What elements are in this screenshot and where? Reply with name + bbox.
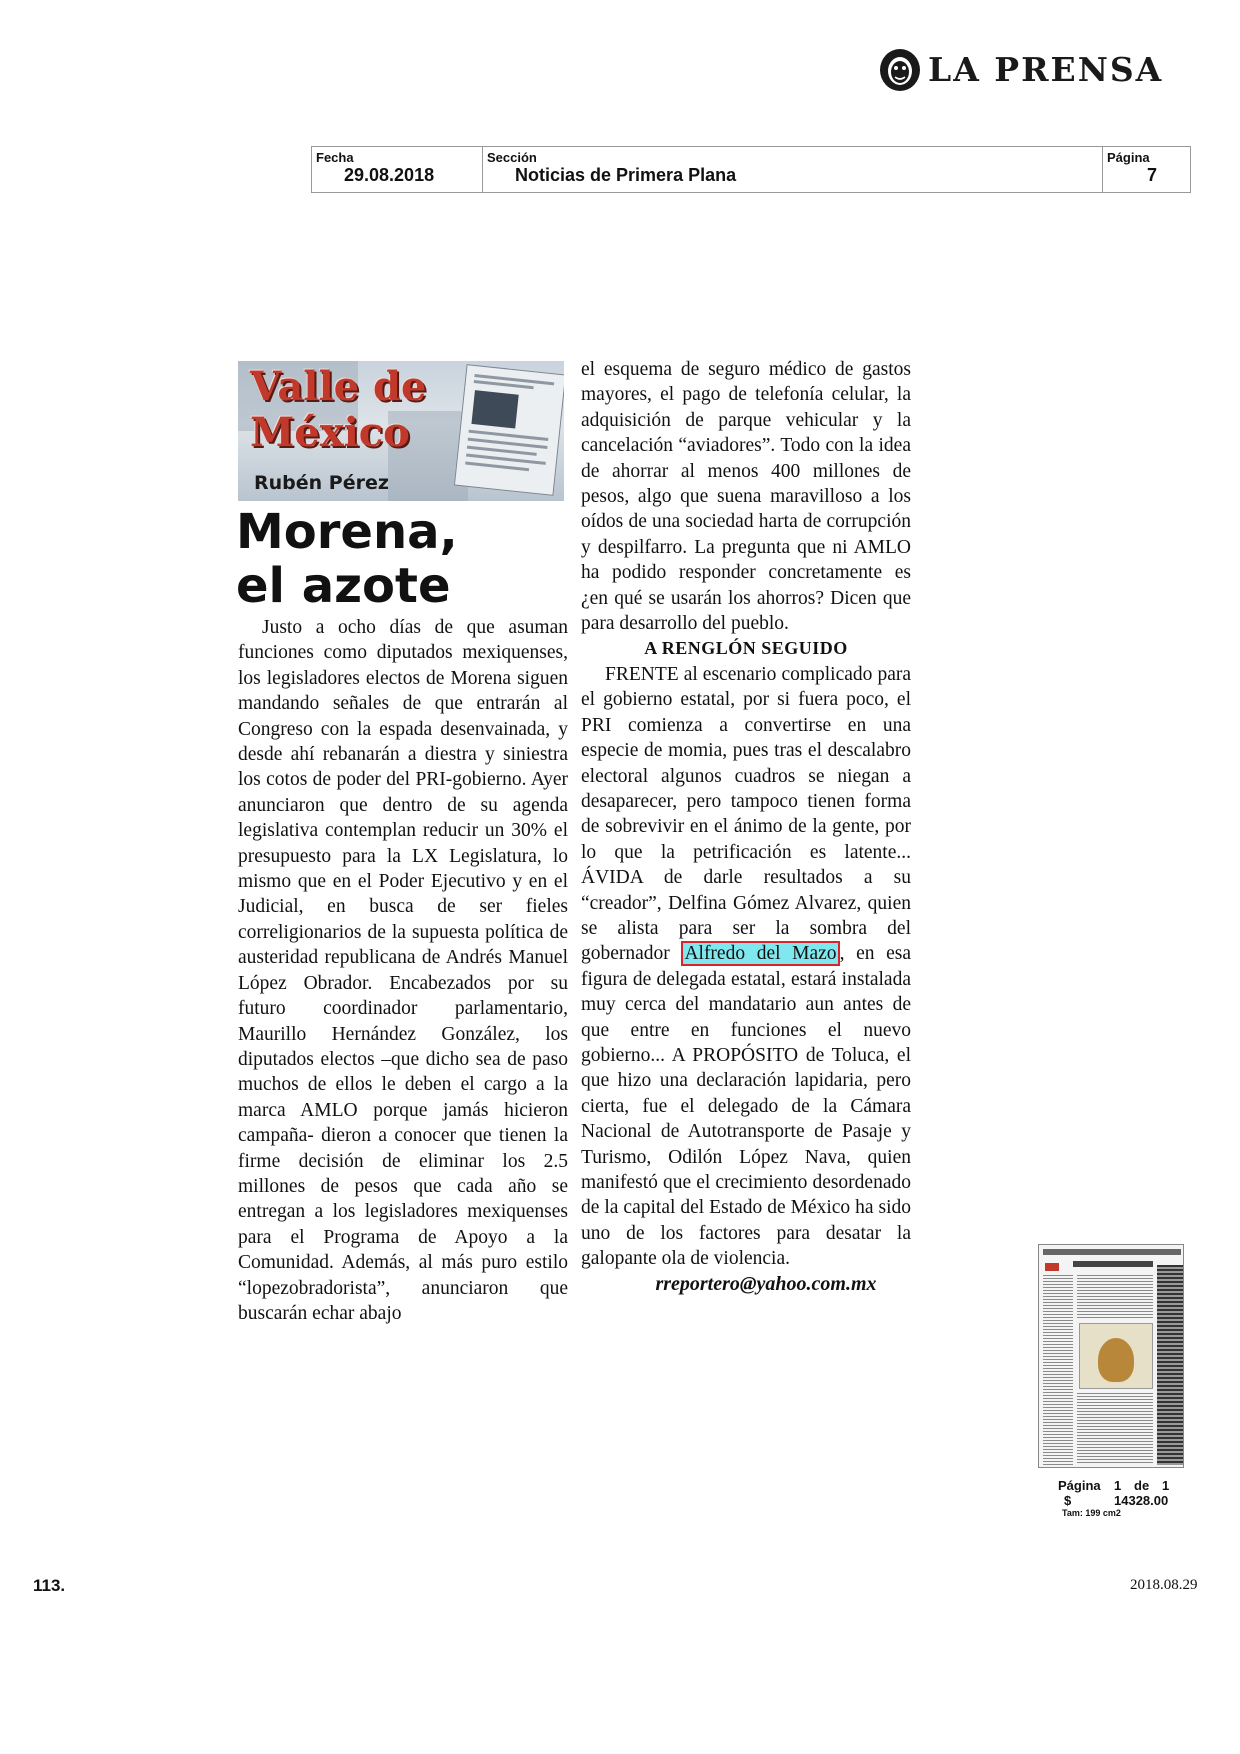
thumb-logo: [1045, 1263, 1059, 1271]
thumb-size: Tam: 199 cm2: [1062, 1508, 1121, 1518]
highlighted-name: Alfredo del Mazo: [681, 941, 839, 966]
thumb-text-column: [1043, 1275, 1073, 1465]
banner-title-line2: México: [250, 409, 410, 456]
masthead: [878, 44, 1218, 94]
page-thumbnail: [1038, 1244, 1184, 1468]
thumb-cartoon-figure: [1098, 1338, 1134, 1382]
column-banner: [238, 361, 564, 501]
paragraph-2: el esquema de seguro médico de gastos mayores, el pago de telefonía celular, la adquisición de parque vehicular y la cancelación “aviadores”. Todo con la idea de ahorrar al menos 400 millones de pesos, algo que suena maravilloso a los oídos de una sociedad harta de corrupción y despilfarro. La pregunta que ni AMLO ha podido responder concretamente es ¿en qué se usarán los ahorros? Dicen que para desarrollo del pueblo.: [581, 359, 911, 635]
author-email: rreportero@yahoo.com.mx: [655, 1272, 877, 1295]
pagina-cell: [1103, 147, 1190, 192]
headline-line2: el azote: [236, 558, 451, 614]
article-column-left: [238, 615, 568, 1326]
pagina-label: Página: [1107, 150, 1150, 165]
fecha-cell: [312, 147, 483, 192]
document-page-number: 113.: [33, 1576, 66, 1595]
thumb-page-current: 1: [1114, 1478, 1122, 1493]
seccion-label: Sección: [487, 150, 537, 165]
fecha-label: Fecha: [316, 150, 354, 165]
newspaper-image: [454, 364, 564, 496]
clipping-info-table: [311, 146, 1191, 193]
thumb-sidebar: [1157, 1265, 1183, 1465]
thumb-header: [1043, 1249, 1181, 1255]
thumb-currency: $: [1064, 1493, 1072, 1508]
thumb-text-column: [1077, 1275, 1153, 1319]
thumb-text-column: [1077, 1393, 1153, 1465]
fecha-value: 29.08.2018: [344, 165, 435, 185]
thumb-de-label: de: [1134, 1478, 1150, 1493]
thumb-headline: [1073, 1261, 1153, 1267]
brand-name: LA PRENSA: [928, 49, 1164, 89]
article-column-right: [581, 357, 911, 1297]
paragraph-3: [581, 662, 911, 1272]
newspaper-line: [465, 462, 529, 472]
thumb-cartoon: [1079, 1323, 1153, 1389]
thumb-page-total: 1: [1162, 1478, 1170, 1493]
newspaper-photo: [471, 390, 518, 428]
headline-line1: Morena,: [236, 504, 458, 560]
thumbnail-meta: [1058, 1478, 1198, 1519]
footer-date: 2018.08.29: [1130, 1577, 1198, 1593]
lion-head-icon: [878, 46, 922, 92]
paragraph-3-text-end: , en esa figura de delegada estatal, estará instalada muy cerca del mandatario aun antes de que entre en funciones el nuevo gobierno... A PROPÓSITO de Toluca, el que hizo una declaración lapidaria, pero cierta, fue el delegado de la Cámara Nacional de Autotransporte de Pasaje y Turismo, Odilón López Nava, quien manifestó que el crecimiento desordenado de la capital del Estado de México ha sido uno de los factores para desatar la galopante ola de violencia.: [581, 943, 911, 1270]
headline: [236, 505, 566, 613]
subheading: A RENGLÓN SEGUIDO: [644, 638, 848, 659]
thumb-amount: 14328.00: [1114, 1493, 1169, 1508]
thumb-pagina-label: Página: [1058, 1478, 1101, 1493]
seccion-value: Noticias de Primera Plana: [515, 165, 737, 185]
seccion-cell: [483, 147, 1103, 192]
pagina-value: 7: [1147, 165, 1158, 185]
paragraph-3-text: FRENTE al escenario complicado para el gobierno estatal, por si fuera poco, el PRI comienza a convertirse en una especie de momia, pues tras el descalabro electoral algunos cuadros se niegan a desaparecer, pero tampoco tienen forma de sobrevivir en el ánimo de la gente, por lo que la petrificación es latente... ÁVIDA de darle resultados a su “creador”, Delfina Gómez Alvarez, quien se alista para ser la sombra del gobernador: [581, 663, 911, 965]
banner-title-line1: Valle de: [250, 363, 427, 410]
column-author: Rubén Pérez: [254, 472, 389, 494]
paragraph-1: Justo a ocho días de que asuman funciones como diputados mexiquenses, los legisladores electos de Morena siguen mandando señales de que entrarán al Congreso con la espada desenvainada, y desde ahí rebanarán a diestra y siniestra los cotos de poder del PRI-gobierno. Ayer anunciaron que dentro de su agenda legislativa contemplan reducir un 30% el presupuesto para la LX Legislatura, lo mismo que en el Poder Ejecutivo y en el Judicial, en busca de ser fieles correligionarios de la supuesta política de austeridad republicana de Andrés Manuel López Obrador. Encabezados por su futuro coordinador parlamentario, Maurillo Hernández González, los diputados electos –que dicho sea de paso muchos de ellos le deben el cargo a la marca AMLO porque jamás hicieron campaña- dieron a conocer que tienen la firme decisión de eliminar los 2.5 millones de pesos que cada año se entregan a los legisladores mexiquenses para el Programa de Apoyo a la Comunidad. Además, al más puro estilo “lopezobradorista”, anunciaron que buscarán echar abajo: [238, 617, 568, 1324]
